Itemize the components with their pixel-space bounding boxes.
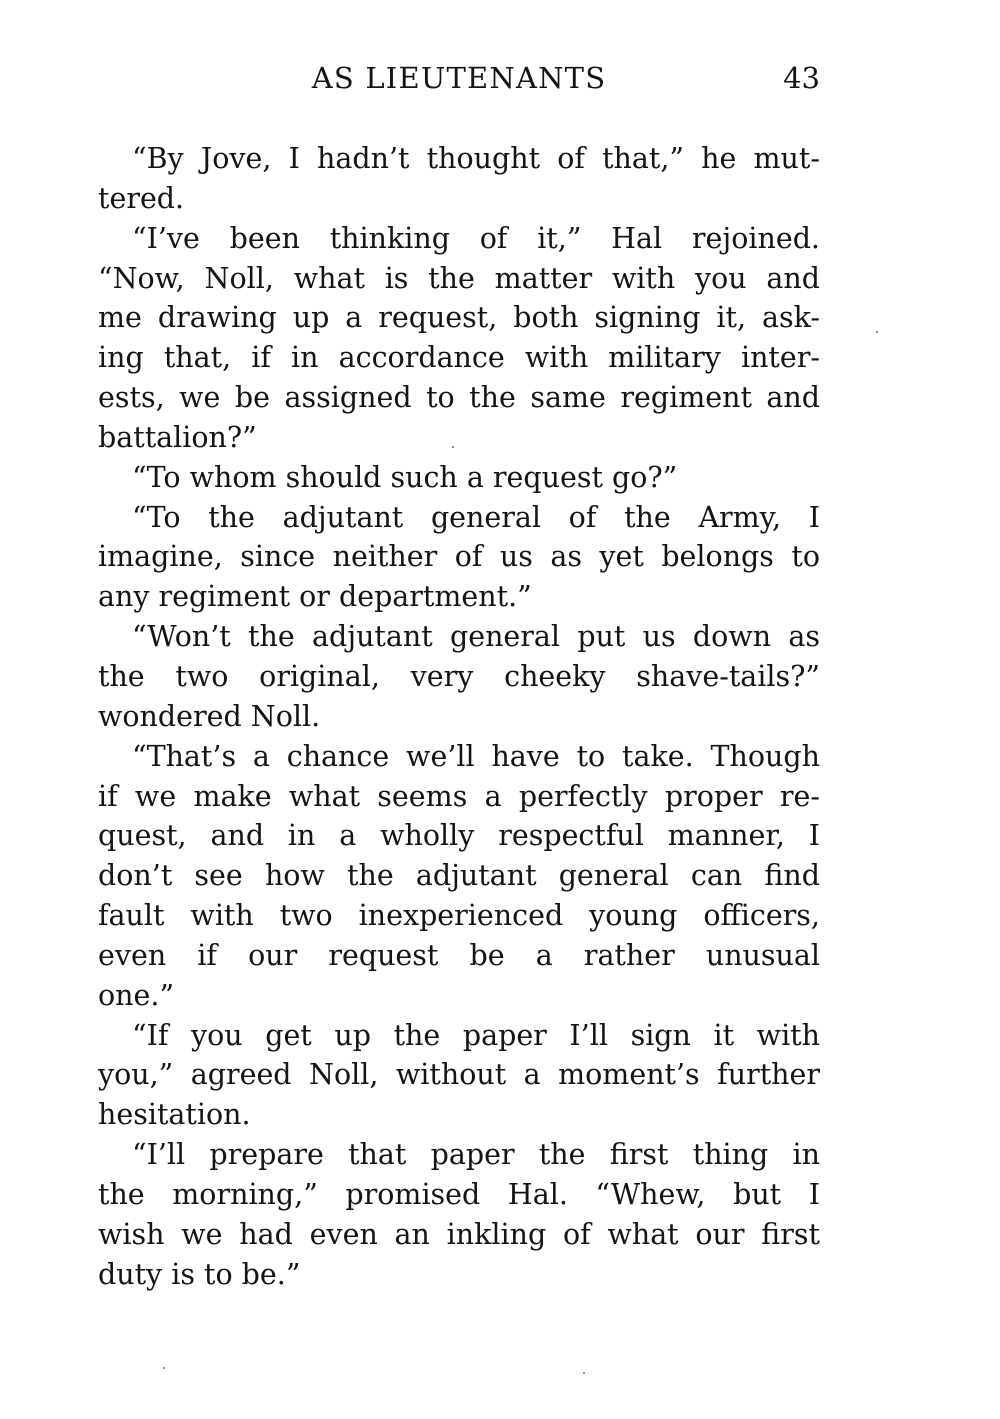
text-line: “That’s a chance we’ll have to take. Though [132,739,820,773]
text-line: wish we had even an inkling of what our first [98,1217,820,1251]
print-speck [452,446,454,448]
print-speck [583,1372,585,1374]
text-line: “To the adjutant general of the Army, I [132,500,820,534]
text-line: hesitation. [98,1098,251,1132]
text-line: ests, we be assigned to the same regiment and [98,381,820,415]
text-line: the morning,” promised Hal. “Whew, but I [98,1177,820,1211]
text-line: quest, and in a wholly respectful manner, I [98,819,820,853]
text-line: if we make what seems a perfectly proper re- [98,779,820,813]
text-line: the two original, very cheeky shave-tails?” [98,659,820,693]
chapter-title: AS LIEUTENANTS [311,61,607,95]
text-line: “I’ll prepare that paper the first thing in [132,1138,820,1172]
text-line: “I’ve been thinking of it,” Hal rejoined. [132,221,820,255]
print-speck [163,1367,165,1369]
text-line: tered. [98,181,185,215]
text-line: “By Jove, I hadn’t thought of that,” he mut- [132,142,820,175]
text-line: don’t see how the adjutant general can find [98,859,820,893]
text-line: battalion?” [98,420,257,454]
text-line: “Now, Noll, what is the matter with you and [98,261,820,295]
text-line: any regiment or department.” [98,580,532,614]
text-line: you,” agreed Noll, without a moment’s further [98,1058,820,1092]
body-text [98,139,820,1294]
text-line: duty is to be.” [98,1257,301,1291]
text-line: “To whom should such a request go?” [132,460,678,494]
text-line: fault with two inexperienced young officers, [98,899,820,933]
page-number: 43 [783,61,820,95]
text-line: “Won’t the adjutant general put us down as [132,620,820,654]
text-line: wondered Noll. [98,699,321,733]
text-line: even if our request be a rather unusual [98,938,820,972]
text-line: imagine, since neither of us as yet belongs to [98,540,820,574]
print-speck [876,331,878,333]
running-header [98,56,820,100]
text-line: ing that, if in accordance with military inter- [98,341,820,375]
text-line: “If you get up the paper I’ll sign it with [132,1018,820,1052]
text-line: me drawing up a request, both signing it, ask- [98,301,820,335]
text-line: one.” [98,978,175,1012]
